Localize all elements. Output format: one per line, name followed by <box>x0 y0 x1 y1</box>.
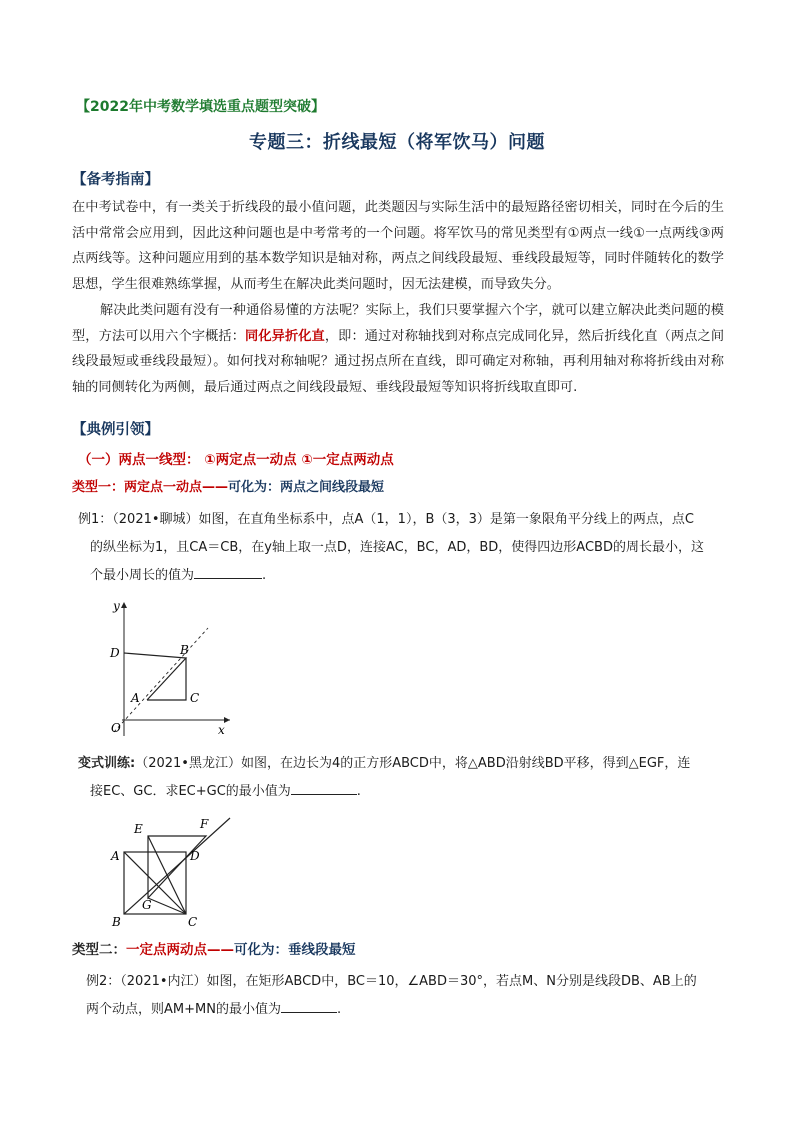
section-examples-heading: 【典例引领】 <box>72 422 159 438</box>
type1-label: 类型一：两定点一动点—— <box>72 480 229 495</box>
example-1-line-2: 的纵坐标为1，且CA＝CB，在y轴上取一点D，连接AC，BC，AD，BD，使得四边形ACBD的周长最小，这 <box>90 540 704 555</box>
y-arrow-icon <box>121 602 127 608</box>
period: . <box>336 1002 342 1017</box>
segment-EC <box>148 836 186 914</box>
period: . <box>356 784 361 799</box>
figure-2-square <box>108 814 238 930</box>
x-arrow-icon <box>224 717 230 723</box>
example-2-line-2 <box>86 996 726 1024</box>
label-A: A <box>131 691 140 705</box>
type2-heading <box>72 938 356 958</box>
label-D: D <box>190 849 200 863</box>
answer-blank[interactable] <box>194 566 262 579</box>
label-B: B <box>180 643 189 657</box>
type2-rest: 可化为：垂线段最短 <box>234 942 356 958</box>
label-x: x <box>218 723 225 737</box>
label-C: C <box>188 915 198 929</box>
label-E: E <box>134 822 143 836</box>
variation-line-2 <box>78 778 726 806</box>
guide-p2-text-a: 解决此类问题有没有一种通俗易懂的方法呢？实际上，我们只要掌握六个字，就可以建立解决此类问题的模型，方法可以用六个字概括： <box>72 303 724 344</box>
guide-key-phrase: 同化异折化直 <box>245 328 325 344</box>
variation-training <box>78 750 726 806</box>
answer-blank[interactable] <box>281 1000 337 1013</box>
header-tag: 【2022年中考数学填选重点题型突破】 <box>76 99 325 115</box>
segment-GC <box>148 898 186 914</box>
label-y: y <box>113 599 120 613</box>
answer-blank[interactable] <box>291 782 357 795</box>
example-1 <box>78 506 726 590</box>
variation-line-2-text: 接EC、GC．求EC+GC的最小值为 <box>90 784 291 799</box>
example-2 <box>86 968 726 1024</box>
label-B: B <box>112 915 121 929</box>
label-A: A <box>111 849 120 863</box>
label-F: F <box>200 817 209 831</box>
label-G: G <box>142 898 152 912</box>
label-D: D <box>110 646 120 660</box>
label-O: O <box>111 721 121 735</box>
guide-paragraph-1: 在中考试卷中，有一类关于折线段的最小值问题，此类题因与实际生活中的最短路径密切相关，同时在今后的生活中常常会应用到，因此这种问题也是中考常考的一个问题。将军饮马的常见类型有①两点一线①一点两线③两点两线等。这种问题应用到的基本数学知识是轴对称，两点之间线段最短、垂线段最短等，同时伴随转化的数学思想，学生很难熟练掌握，从而考生在解决此类问题时，因无法建模，而导致失分。 <box>72 200 724 293</box>
page-title: 专题三：折线最短（将军饮马）问题 <box>249 132 545 153</box>
variation-line-1 <box>78 750 726 778</box>
example-2-line-1: 例2：（2021•内江）如图，在矩形ABCD中，BC＝10，∠ABD＝30°，若点M、N分别是线段DB、AB上的 <box>86 974 697 989</box>
section-guide-heading: 【备考指南】 <box>72 172 159 188</box>
variation-line-1-text: （2021•黑龙江）如图，在边长为4的正方形ABCD中，将△ABD沿射线BD平移，得到△EGF，连 <box>135 756 691 771</box>
example-1-line-3 <box>78 562 726 590</box>
example-1-line-3-text: 个最小周长的值为 <box>90 568 195 583</box>
diagonal-AC <box>124 852 186 914</box>
period: . <box>262 568 267 583</box>
example-1-line-1: 例1：（2021•聊城）如图，在直角坐标系中，点A（1，1），B（3，3）是第一象限角平分线上的两点，点C <box>78 512 694 527</box>
guide-paragraph-2 <box>72 298 724 401</box>
bisector-line <box>114 628 208 732</box>
variation-label: 变式训练: <box>78 756 136 771</box>
type2-red: 一定点两动点—— <box>126 942 234 958</box>
part1-heading: （一）两点一线型： ①两定点一动点 ①一定点两动点 <box>78 452 394 468</box>
figure-1-coordinate <box>100 596 240 738</box>
label-C: C <box>190 691 200 705</box>
triangle-EGF <box>148 836 206 898</box>
example-2-line-2-text: 两个动点，则AM+MN的最小值为 <box>86 1002 281 1017</box>
type1-rest: 可化为：两点之间线段最短 <box>228 480 385 495</box>
guide-p2-text-b: ，即：通过对称轴找到对称点完成同化异，然后折线化直（两点之间线段最短或垂线段最短）。如何找对称轴呢？通过拐点所在直线，即可确定对称轴，再利用轴对称将折线由对称轴的同侧转化为两侧，最后通过两点之间线段最短、垂线段最短等知识将折线取直即可. <box>72 328 725 396</box>
type1-heading <box>72 476 384 495</box>
type2-label: 类型二： <box>72 942 126 958</box>
